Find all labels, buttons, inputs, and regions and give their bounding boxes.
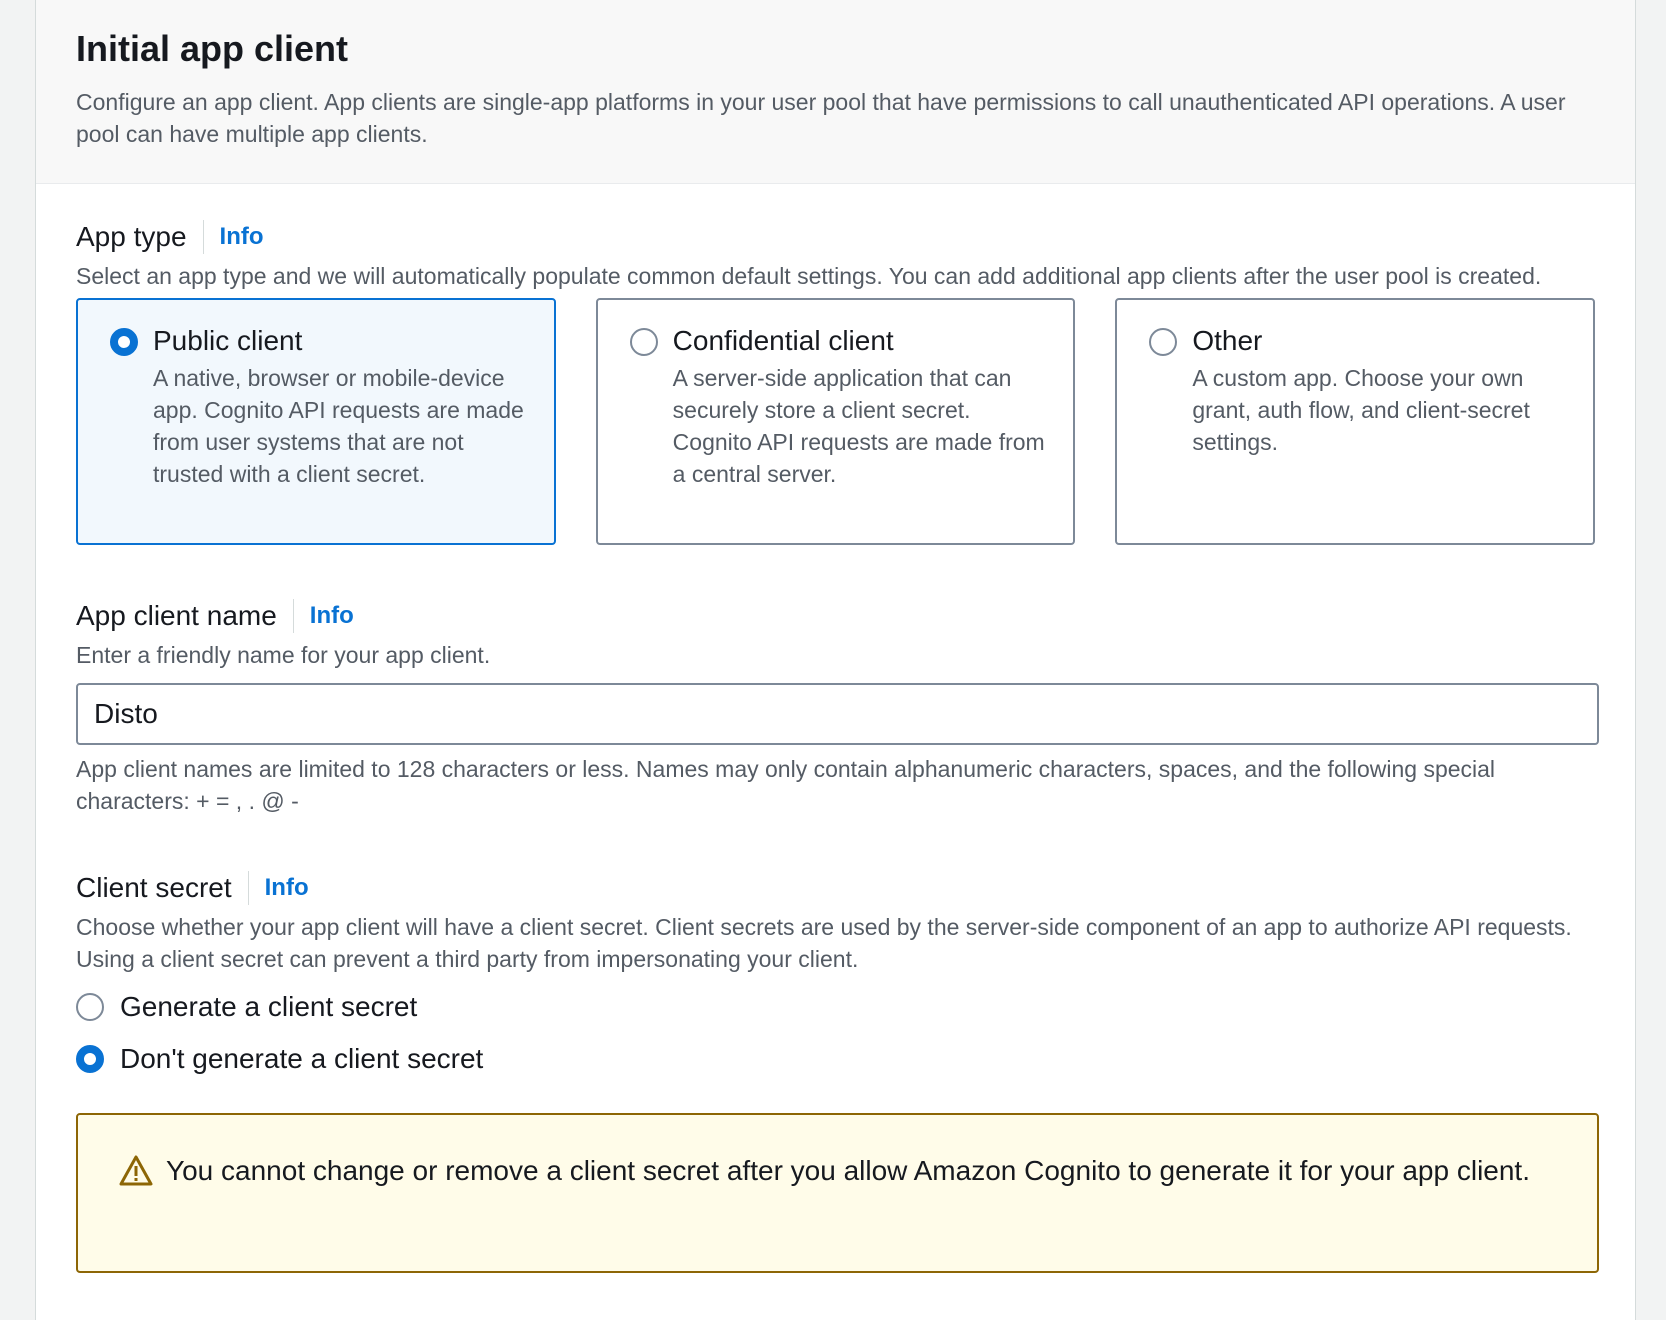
tile-title: Confidential client	[672, 325, 894, 356]
tile-title: Other	[1192, 325, 1263, 356]
client-secret-label: Client secret	[76, 872, 232, 903]
client-secret-field	[76, 869, 1595, 1273]
app-client-name-label-row	[76, 597, 1595, 635]
panel-title: Initial app client	[76, 28, 349, 69]
info-separator	[203, 220, 204, 254]
generate-client-secret-radio[interactable]	[76, 993, 104, 1021]
app-type-info-link[interactable]: Info	[219, 223, 264, 250]
radio-label: Generate a client secret	[120, 991, 418, 1022]
client-secret-radio-group	[76, 981, 1595, 1085]
tile-confidential-client[interactable]	[596, 298, 1076, 545]
warning-alert	[76, 1113, 1599, 1273]
warning-icon	[118, 1153, 154, 1189]
client-secret-description: Choose whether your app client will have a client secret. Client secrets are used by the server-side component of an app to authorize API requests. Using a client secret can prevent a third party from impersonating your client.	[76, 914, 1572, 972]
tile-description: A custom app. Choose your own grant, auth flow, and client-secret settings.	[1192, 365, 1530, 455]
panel-description: Configure an app client. App clients are single-app platforms in your user pool that have permissions to call unauthenticated API operations. A user pool can have multiple app clients.	[76, 89, 1566, 147]
tile-public-client[interactable]	[76, 298, 556, 545]
app-client-name-input[interactable]	[76, 683, 1599, 745]
confidential-client-radio[interactable]	[630, 328, 658, 356]
initial-app-client-panel	[35, 0, 1636, 1320]
public-client-radio[interactable]	[110, 328, 138, 356]
generate-client-secret-option[interactable]	[76, 981, 1595, 1033]
dont-generate-client-secret-option[interactable]	[76, 1033, 1595, 1085]
dont-generate-client-secret-radio[interactable]	[76, 1045, 104, 1073]
app-type-description: Select an app type and we will automatically populate common default settings. You can add additional app clients after the user pool is created.	[76, 263, 1542, 289]
panel-body	[36, 184, 1635, 1273]
app-client-name-info-link[interactable]: Info	[309, 602, 354, 629]
app-type-tiles	[76, 298, 1595, 545]
app-client-name-description: Enter a friendly name for your app client.	[76, 642, 491, 668]
info-separator	[293, 599, 294, 633]
tile-description: A server-side application that can securely store a client secret. Cognito API requests are made from a central server.	[672, 365, 1045, 487]
panel-header	[36, 0, 1635, 184]
tile-title: Public client	[153, 325, 303, 356]
other-radio[interactable]	[1149, 328, 1177, 356]
app-type-label-row	[76, 218, 1595, 256]
app-type-field	[76, 218, 1595, 545]
app-type-label: App type	[76, 221, 187, 252]
tile-description: A native, browser or mobile-device app. Cognito API requests are made from user systems that are not trusted with a client secret.	[153, 365, 524, 487]
app-client-name-constraint: App client names are limited to 128 characters or less. Names may only contain alphanumeric characters, spaces, and the following special characters: + = , . @ -	[76, 756, 1496, 814]
radio-label: Don't generate a client secret	[120, 1043, 484, 1074]
info-separator	[248, 871, 249, 905]
client-secret-info-link[interactable]: Info	[264, 874, 309, 901]
app-client-name-label: App client name	[76, 600, 277, 631]
app-client-name-field	[76, 597, 1595, 817]
tile-other[interactable]	[1115, 298, 1595, 545]
client-secret-label-row	[76, 869, 1595, 907]
warning-text: You cannot change or remove a client secret after you allow Amazon Cognito to generate it for your app client.	[166, 1155, 1530, 1186]
